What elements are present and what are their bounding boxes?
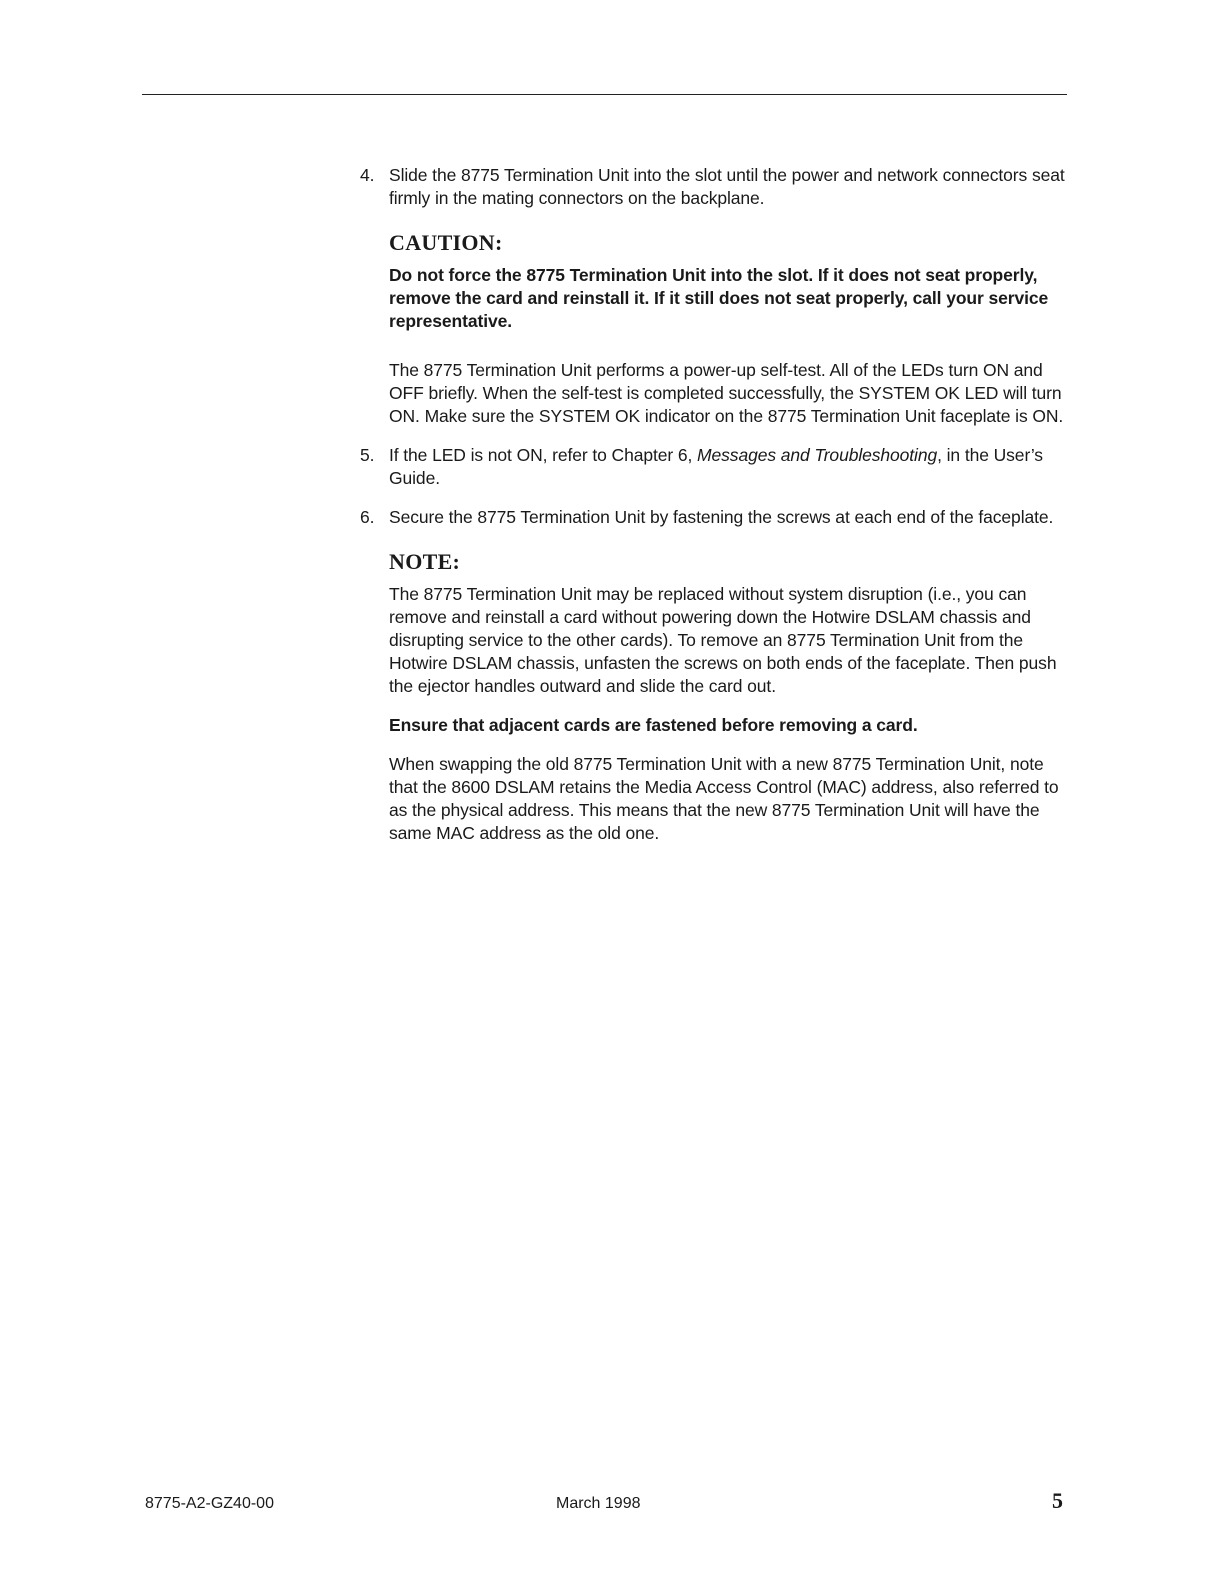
footer-doc-number: 8775-A2-GZ40-00 bbox=[145, 1495, 274, 1512]
step-number: 4. bbox=[360, 165, 375, 185]
header-rule bbox=[142, 94, 1067, 95]
caution-text: Do not force the 8775 Termination Unit into the slot. If it does not seat properly, remove the card and reinstall it. If it still does not seat properly, call your service representative. bbox=[389, 265, 1049, 331]
step-text-after: , in the User’s Guide. bbox=[389, 445, 1043, 488]
footer-page-number: 5 bbox=[1052, 1488, 1063, 1513]
step-text: Secure the 8775 Termination Unit by fastening the screws at each end of the faceplate. bbox=[389, 507, 1054, 527]
note-paragraph-2: When swapping the old 8775 Termination Unit with a new 8775 Termination Unit, note that the 8600 DSLAM retains the Media Access Control (MAC) address, also referred to as the physical address. This means that the new 8775 Termination Unit will have the same MAC address as the old one. bbox=[389, 754, 1059, 843]
step-text: Slide the 8775 Termination Unit into the slot until the power and network connectors seat firmly in the mating connectors on the backplane. bbox=[389, 165, 1065, 208]
note-block bbox=[389, 549, 1066, 845]
selftest-paragraph: The 8775 Termination Unit performs a power-up self-test. All of the LEDs turn ON and OFF briefly. When the self-test is completed successfully, the SYSTEM OK LED will turn ON. Make sure the SYSTEM OK indicator on the 8775 Termination Unit faceplate is ON. bbox=[389, 360, 1064, 426]
note-heading: NOTE: bbox=[389, 549, 461, 574]
step-number: 5. bbox=[360, 445, 375, 465]
step-number: 6. bbox=[360, 507, 375, 527]
step-text-before: If the LED is not ON, refer to Chapter 6, bbox=[389, 445, 698, 465]
step-text bbox=[389, 444, 1066, 490]
chapter-reference: Messages and Troubleshooting bbox=[697, 445, 938, 465]
step-6 bbox=[360, 506, 1066, 529]
page-content bbox=[360, 164, 1066, 845]
caution-heading: CAUTION: bbox=[389, 230, 503, 255]
note-paragraph-1: The 8775 Termination Unit may be replaced without system disruption (i.e., you can remove and reinstall a card without powering down the Hotwire DSLAM chassis and disrupting service to the other cards). To remove an 8775 Termination Unit from the Hotwire DSLAM chassis, unfasten the screws on both ends of the faceplate. Then push the ejector handles outward and slide the card out. bbox=[389, 584, 1057, 696]
note-bold-paragraph: Ensure that adjacent cards are fastened before removing a card. bbox=[389, 715, 918, 735]
step-4 bbox=[360, 164, 1066, 210]
step-5 bbox=[360, 444, 1066, 490]
caution-block bbox=[389, 230, 1066, 333]
footer-date: March 1998 bbox=[556, 1495, 641, 1512]
